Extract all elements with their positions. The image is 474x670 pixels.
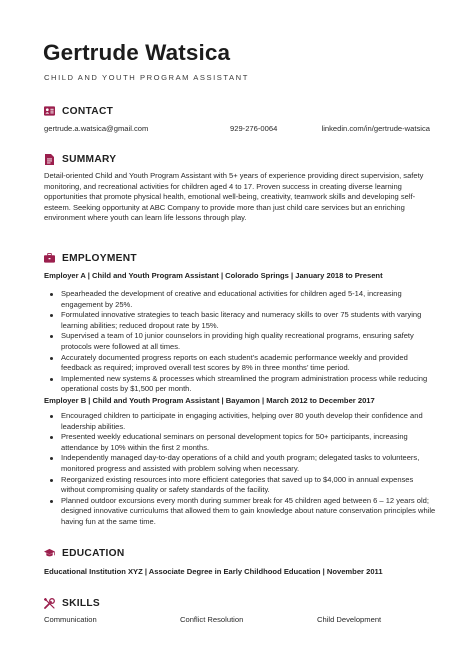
tools-icon xyxy=(44,598,55,609)
summary-section-heading xyxy=(44,152,116,166)
list-item: Spearheaded the development of creative and educational activities for children aged 5-14, increasing engagement by 25%. xyxy=(44,289,436,310)
skill-item: Conflict Resolution xyxy=(180,615,244,624)
job-bullets xyxy=(44,411,436,528)
education-section-heading xyxy=(44,546,125,560)
phone-number: 929-276-0064 xyxy=(230,124,278,133)
education-heading: EDUCATION xyxy=(62,547,125,559)
job-header: Employer B | Child and Youth Program Assistant | Bayamon | March 2012 to December 2017 xyxy=(44,396,375,405)
list-item: Encouraged children to participate in engaging activities, helping over 80 youth develop their confidence and leadership abilities. xyxy=(44,411,436,432)
graduation-cap-icon xyxy=(44,548,55,559)
list-item: Independently managed day-to-day operations of a child and youth program; delegated tasks to volunteers, monitored progress and assisted with problem solving when necessary. xyxy=(44,453,436,474)
skills-row xyxy=(44,615,430,625)
contact-heading: CONTACT xyxy=(62,105,114,117)
summary-heading: SUMMARY xyxy=(62,153,117,165)
job-bullets xyxy=(44,289,436,395)
contact-row xyxy=(44,124,430,134)
candidate-role: CHILD AND YOUTH PROGRAM ASSISTANT xyxy=(44,73,249,82)
list-item: Formulated innovative strategies to teach basic literacy and numeracy skills to over 75 students with varying learning abilities; reduced dropout rate by 15%. xyxy=(44,310,436,331)
skill-item: Communication xyxy=(44,615,97,624)
briefcase-icon xyxy=(44,253,55,264)
candidate-name: Gertrude Watsica xyxy=(43,40,231,65)
list-item: Accurately documented progress reports on each student’s academic performance weekly and provided feedback as required; improved overall test scores by 8% in three months’ time period. xyxy=(44,353,436,374)
summary-text: Detail-oriented Child and Youth Program Assistant with 5+ years of experience providing direct supervision, safety monitoring, and recreational activities for children aged 4 to 17. Proven success in creating diverse learning opportunities that promote physical health, emotional well-being, creativity, teamwork skills and developing self-esteem. Seeking opportunity at ABC Company to provide more than just child care services but an enriching environment where youth can learn life lessons through play. xyxy=(44,171,424,223)
contact-card-icon xyxy=(44,106,55,117)
skills-section-heading xyxy=(44,596,100,610)
employment-heading: EMPLOYMENT xyxy=(62,252,137,264)
linkedin-link[interactable]: linkedin.com/in/gertrude-watsica xyxy=(321,124,430,133)
education-entry: Educational Institution XYZ | Associate Degree in Early Childhood Education | November 2011 xyxy=(44,567,383,576)
list-item: Planned outdoor excursions every month during summer break for 45 children aged between 6 – 12 years old; designed innovative curriculums that allowed them to gain knowledge about nature conservation principles while having fun at the same time. xyxy=(44,496,436,528)
list-item: Implemented new systems & processes which streamlined the program administration process while reducing operational costs by $1,500 per month. xyxy=(44,374,436,395)
skills-heading: SKILLS xyxy=(62,597,101,609)
document-icon xyxy=(44,154,55,165)
email-link[interactable]: gertrude.a.watsica@gmail.com xyxy=(44,124,149,133)
contact-section-heading xyxy=(44,104,113,118)
employment-section-heading xyxy=(44,251,137,265)
job-header: Employer A | Child and Youth Program Assistant | Colorado Springs | January 2018 to Present xyxy=(44,271,383,280)
list-item: Reorganized existing resources into more efficient categories that saved up to $4,000 in annual expenses without compromising quality or safety standards of the facility. xyxy=(44,475,436,496)
skill-item: Child Development xyxy=(317,615,382,624)
list-item: Presented weekly educational seminars on personal development topics for 50+ participants, increasing attendance by 10% within the first 2 months. xyxy=(44,432,436,453)
list-item: Supervised a team of 10 junior counselors in providing high quality recreational programs, ensuring safety protocols were followed at all times. xyxy=(44,331,436,352)
